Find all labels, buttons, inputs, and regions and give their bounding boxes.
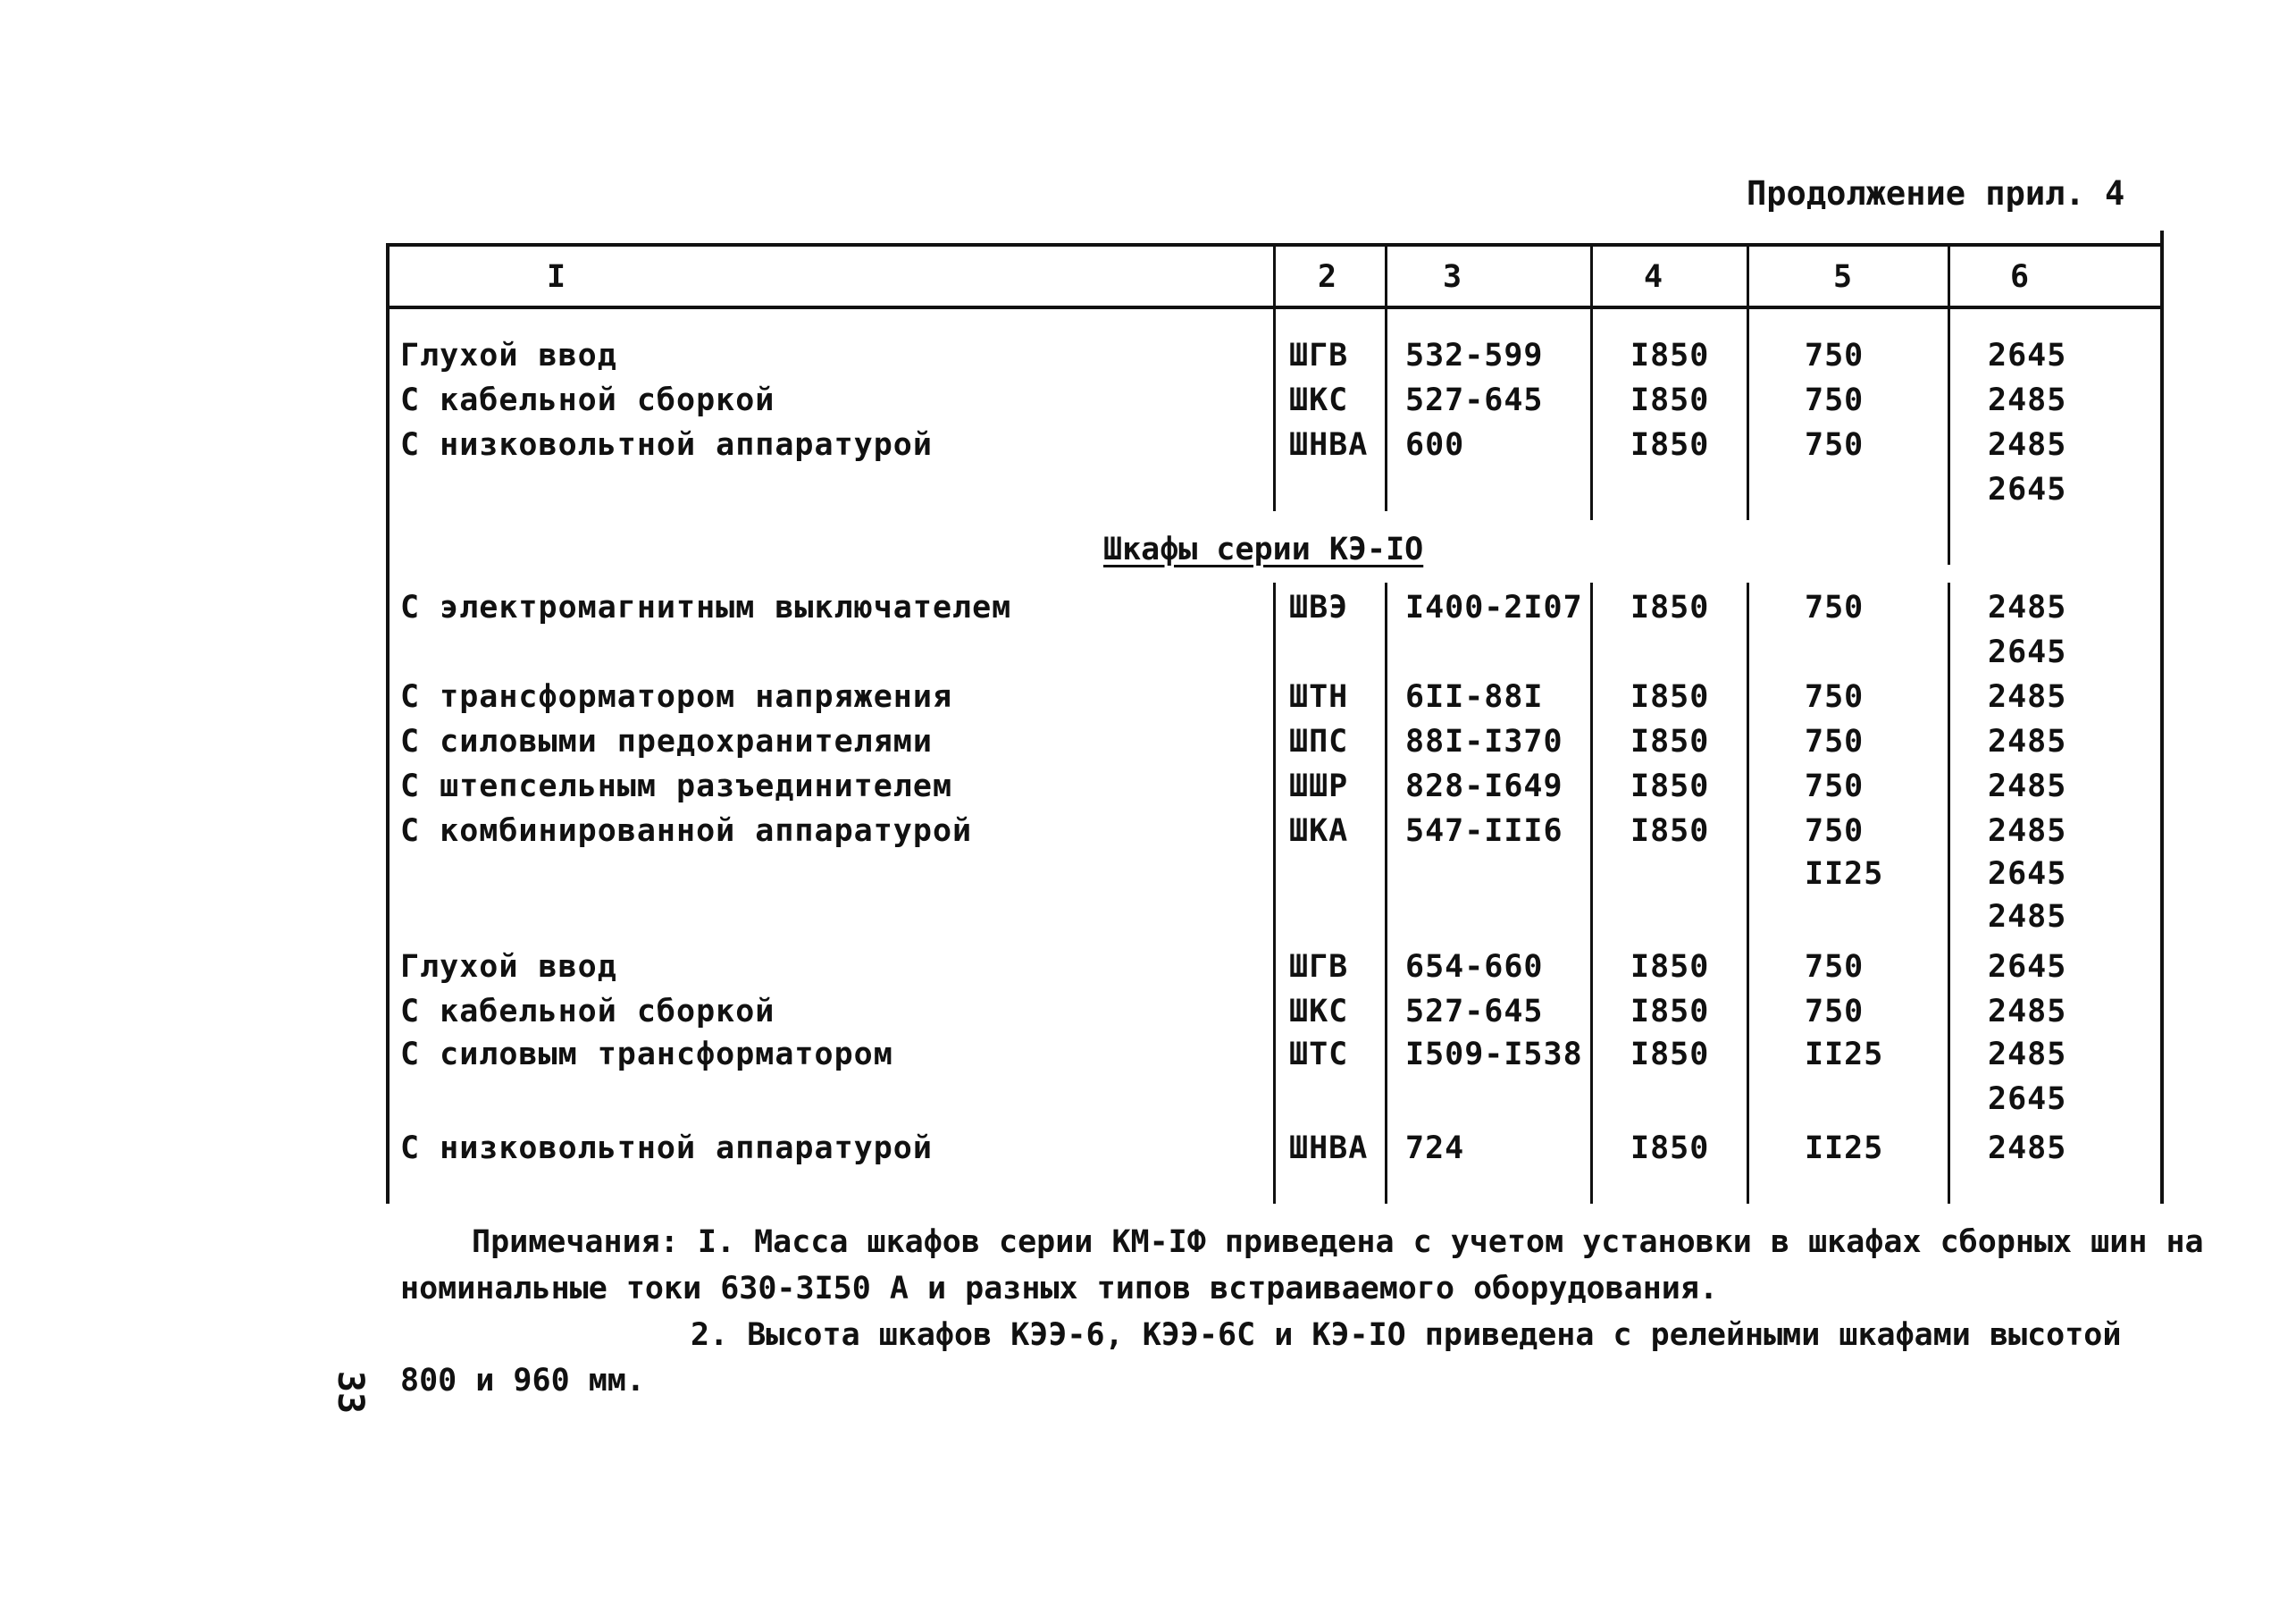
row-code: ШШР	[1289, 769, 1349, 804]
row-depth: 2485	[1988, 769, 2067, 804]
row-height: I850	[1630, 724, 1710, 760]
row-code: ШКС	[1289, 994, 1349, 1029]
row-name: С низковольтной аппаратурой	[400, 427, 933, 463]
header-col-4: 4	[1644, 259, 1664, 295]
row-name: С кабельной сборкой	[400, 994, 775, 1029]
right-border	[2160, 243, 2164, 1204]
row-code: ШВЭ	[1289, 590, 1349, 626]
note-line-4: 800 и 960 мм.	[400, 1363, 645, 1399]
row-mass: 654-660	[1405, 949, 1544, 985]
row-name: С силовым трансформатором	[400, 1037, 893, 1072]
row-depth: 2485	[1988, 679, 2067, 715]
row-code: ШТН	[1289, 679, 1349, 715]
row-depth: 2485	[1988, 427, 2067, 463]
header-col-1: I	[547, 259, 567, 295]
row-mass: 527-645	[1405, 382, 1544, 418]
row-mass: 547-III6	[1405, 813, 1563, 849]
row-height: I850	[1630, 813, 1710, 849]
col-divider-6b	[1948, 583, 1950, 1204]
row-name: С комбинированной аппаратурой	[400, 813, 973, 849]
row-width: 750	[1805, 679, 1864, 715]
row-height: I850	[1630, 1037, 1710, 1072]
row-height: I850	[1630, 679, 1710, 715]
row-mass: 88I-I370	[1405, 724, 1563, 760]
row-width: 750	[1805, 724, 1864, 760]
header-col-2: 2	[1318, 259, 1338, 295]
row-code: ШГВ	[1289, 338, 1349, 374]
table-caption: Продолжение прил. 4	[1747, 174, 2125, 213]
row-height: I850	[1630, 590, 1710, 626]
row-height: I850	[1630, 382, 1710, 418]
row-width: II25	[1805, 1037, 1884, 1072]
row-height: I850	[1630, 427, 1710, 463]
row-code: ШНВА	[1289, 1130, 1369, 1166]
row-name: С силовыми предохранителями	[400, 724, 933, 760]
row-name: Глухой ввод	[400, 949, 617, 985]
row-width: 750	[1805, 994, 1864, 1029]
row-name: Глухой ввод	[400, 338, 617, 374]
col-divider-6	[1948, 243, 1950, 565]
row-depth: 2485	[1988, 1037, 2067, 1072]
row-code: ШКА	[1289, 813, 1349, 849]
col-divider-3	[1385, 243, 1387, 511]
row-height: I850	[1630, 949, 1710, 985]
row-mass: 527-645	[1405, 994, 1544, 1029]
row-mass: 724	[1405, 1130, 1465, 1166]
row-code: ШТС	[1289, 1037, 1349, 1072]
row-depth: 2645	[1988, 856, 2067, 892]
col-divider-5b	[1747, 583, 1749, 1204]
page-number: 33	[330, 1370, 372, 1415]
row-depth: 2485	[1988, 899, 2067, 935]
row-depth: 2645	[1988, 949, 2067, 985]
row-width: II25	[1805, 856, 1884, 892]
row-code: ШГВ	[1289, 949, 1349, 985]
note-line-2: номинальные токи 630-3I50 А и разных типов встраиваемого оборудования.	[400, 1271, 1719, 1306]
row-name: С кабельной сборкой	[400, 382, 775, 418]
col-divider-2b	[1273, 583, 1276, 1204]
row-depth: 2645	[1988, 634, 2067, 670]
row-code: ШКС	[1289, 382, 1349, 418]
row-depth: 2485	[1988, 813, 2067, 849]
row-depth: 2645	[1988, 472, 2067, 508]
header-col-6: 6	[2010, 259, 2031, 295]
section-subheading: Шкафы серии КЭ-IО	[1103, 532, 1424, 567]
row-mass: 600	[1405, 427, 1465, 463]
row-height: I850	[1630, 1130, 1710, 1166]
header-col-3: 3	[1443, 259, 1463, 295]
row-depth: 2485	[1988, 1130, 2067, 1166]
row-depth: 2485	[1988, 994, 2067, 1029]
col-divider-3b	[1385, 583, 1387, 1204]
row-mass: I509-I538	[1405, 1037, 1583, 1072]
header-col-5: 5	[1833, 259, 1854, 295]
row-width: 750	[1805, 382, 1864, 418]
row-width: II25	[1805, 1130, 1884, 1166]
col-divider-5	[1747, 243, 1749, 520]
row-name: С низковольтной аппаратурой	[400, 1130, 933, 1166]
note-line-1: Примечания: I. Масса шкафов серии КМ-IФ приведена с учетом установки в шкафах сборных шин на	[472, 1224, 2204, 1260]
row-depth: 2485	[1988, 382, 2067, 418]
row-width: 750	[1805, 769, 1864, 804]
row-depth: 2645	[1988, 1081, 2067, 1117]
row-code: ШНВА	[1289, 427, 1369, 463]
row-name: С штепсельным разъединителем	[400, 769, 953, 804]
row-height: I850	[1630, 338, 1710, 374]
row-depth: 2485	[1988, 590, 2067, 626]
row-height: I850	[1630, 994, 1710, 1029]
row-height: I850	[1630, 769, 1710, 804]
col-divider-2	[1273, 243, 1276, 511]
row-mass: 532-599	[1405, 338, 1544, 374]
row-width: 750	[1805, 813, 1864, 849]
row-name: С электромагнитным выключателем	[400, 590, 1012, 626]
left-border	[386, 243, 390, 1204]
row-width: 750	[1805, 427, 1864, 463]
row-width: 750	[1805, 949, 1864, 985]
row-code: ШПС	[1289, 724, 1349, 760]
row-width: 750	[1805, 338, 1864, 374]
row-mass: I400-2I07	[1405, 590, 1583, 626]
row-mass: 6II-88I	[1405, 679, 1544, 715]
col-divider-4	[1590, 243, 1593, 520]
row-depth: 2485	[1988, 724, 2067, 760]
row-name: С трансформатором напряжения	[400, 679, 953, 715]
row-depth: 2645	[1988, 338, 2067, 374]
col-divider-4b	[1590, 583, 1593, 1204]
row-mass: 828-I649	[1405, 769, 1563, 804]
note-line-3: 2. Высота шкафов КЭЭ-6, КЭЭ-6С и КЭ-IО приведена с релейными шкафами высотой	[691, 1317, 2122, 1353]
row-width: 750	[1805, 590, 1864, 626]
